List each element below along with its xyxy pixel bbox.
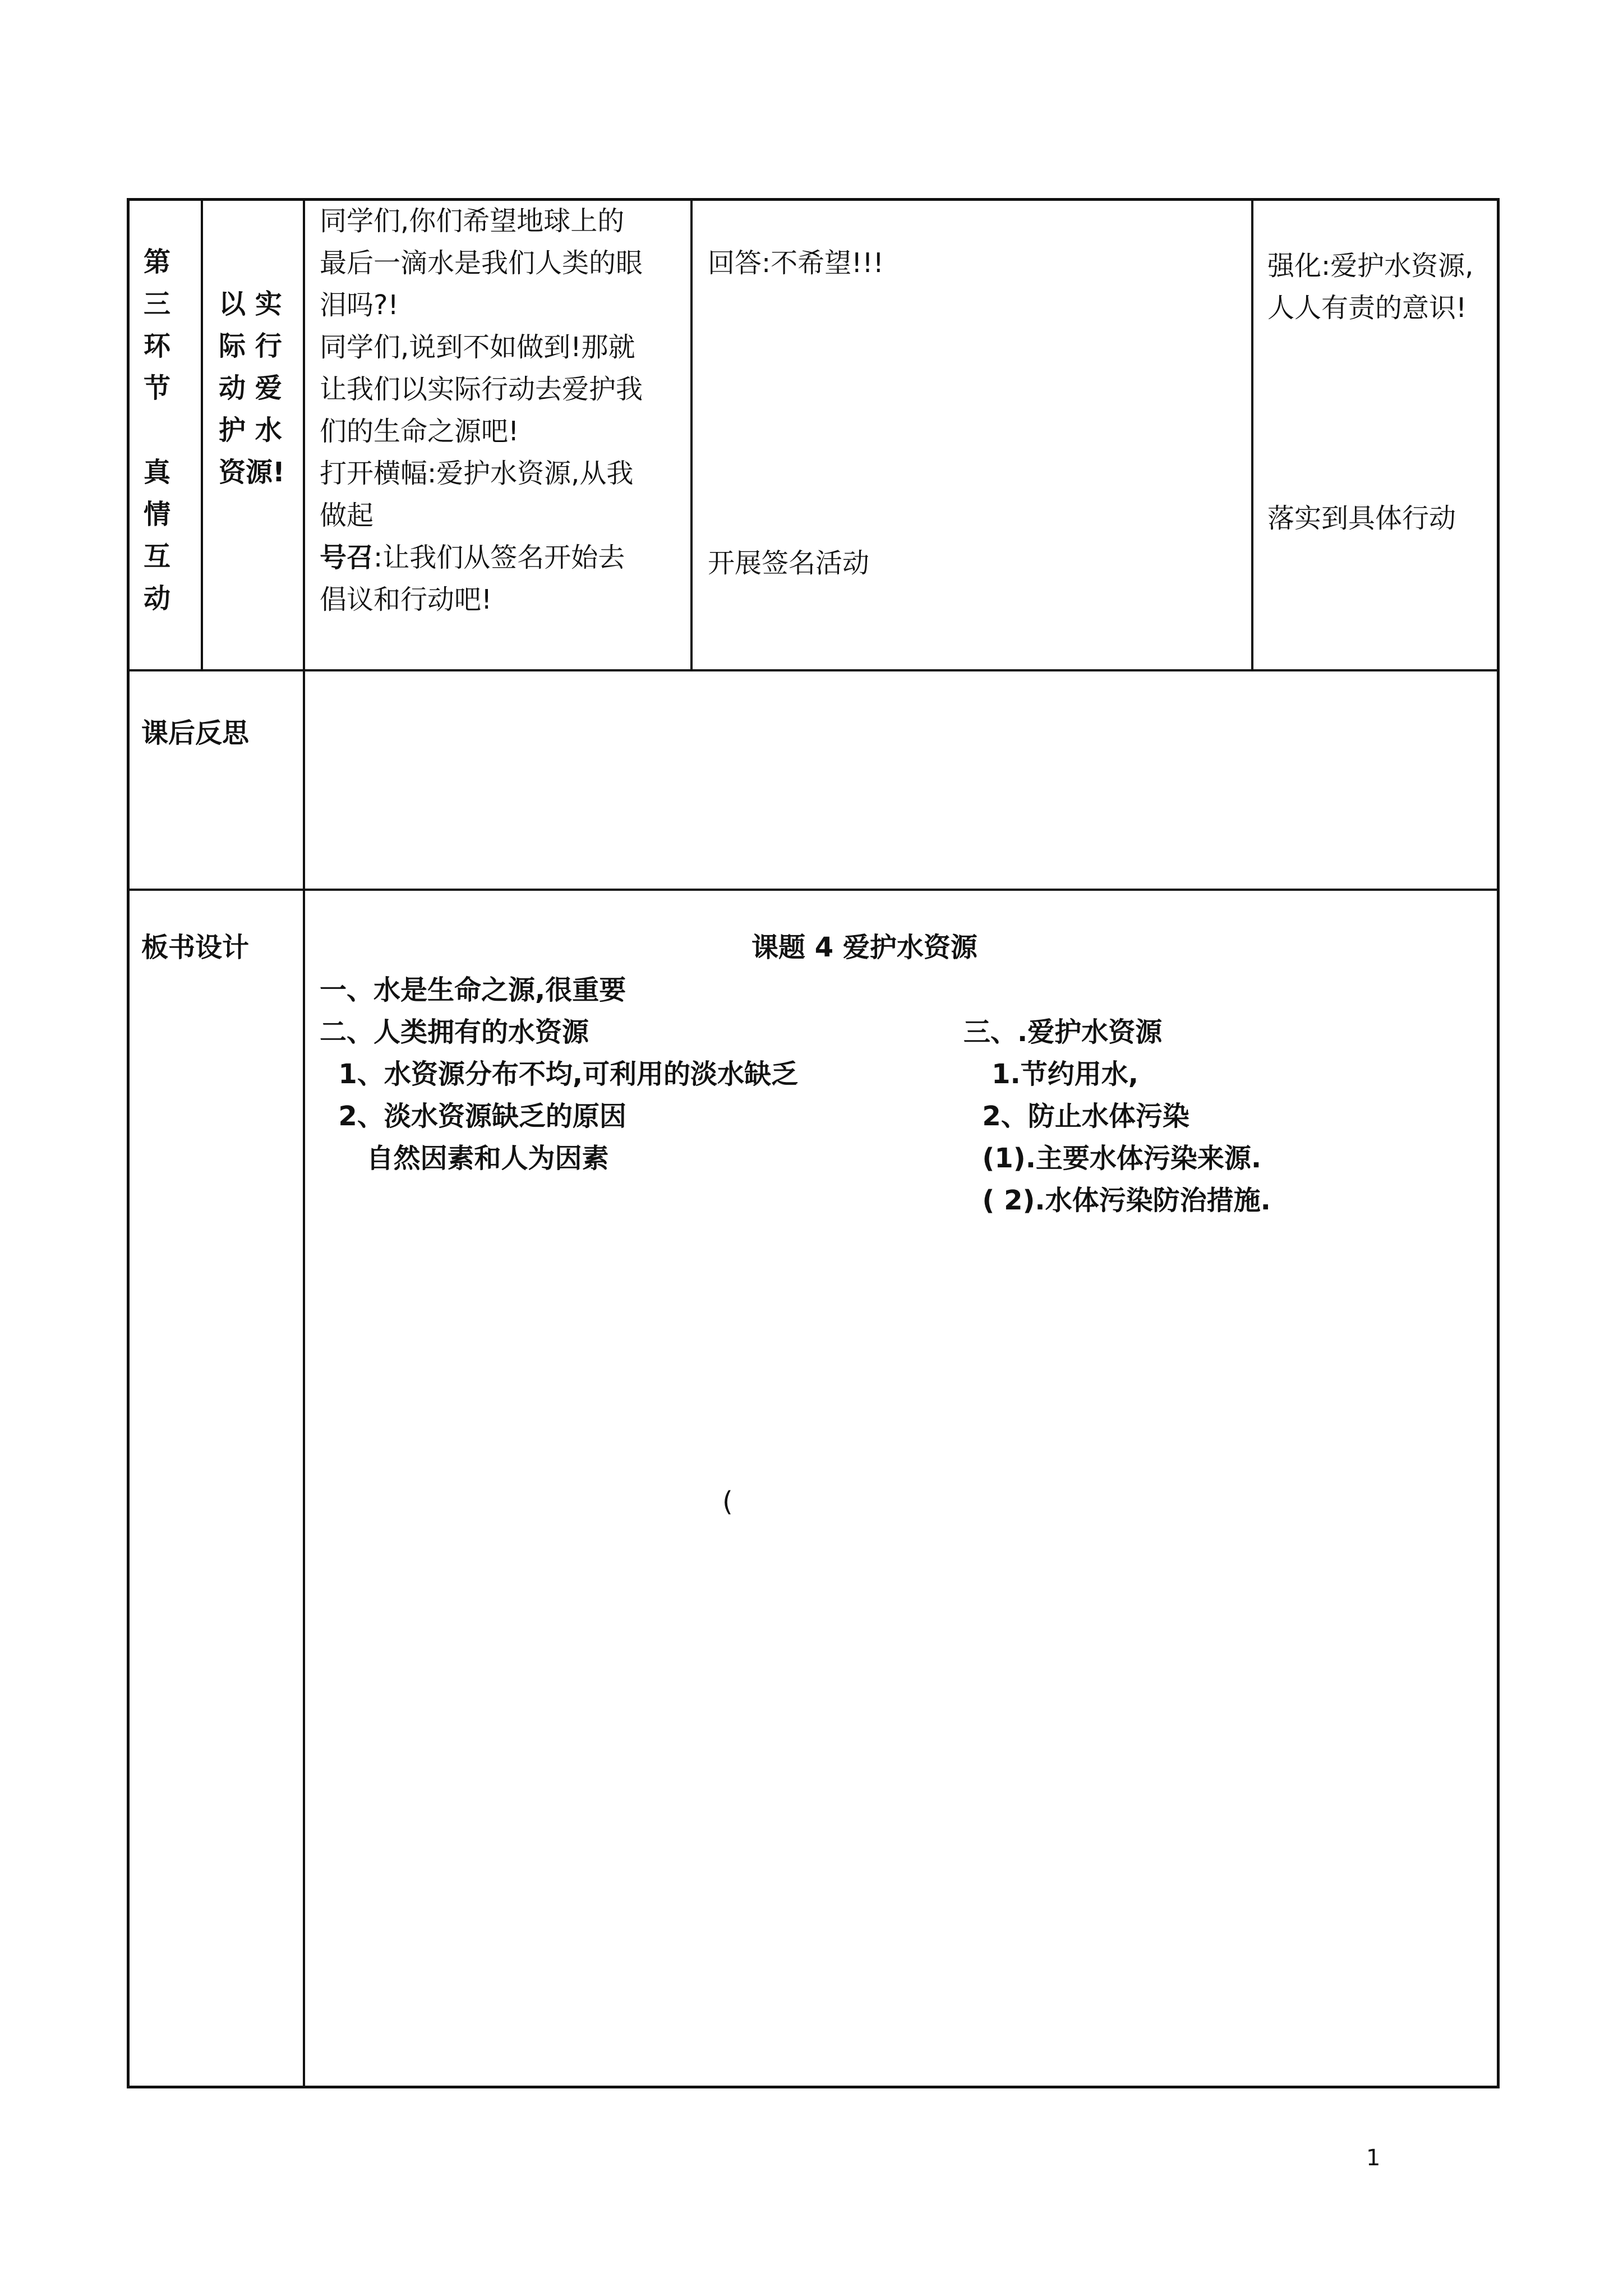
stage-label <box>140 241 174 620</box>
teacher-line: 们的生命之源吧! <box>320 416 519 447</box>
intent-action: 落实到具体行动 <box>1267 503 1456 534</box>
student-answer: 回答:不希望!!! <box>708 247 884 279</box>
row-divider <box>127 889 1500 891</box>
theme-line: 资源! <box>219 457 285 488</box>
stage-char: 三 <box>143 288 170 320</box>
teacher-line: 让我们以实际行动去爱护我 <box>320 374 643 405</box>
stage-char: 第 <box>143 246 170 278</box>
intent-line: 人人有责的意识! <box>1267 292 1467 324</box>
column-divider <box>1251 198 1253 669</box>
intent-line: 强化:爱护水资源, <box>1267 250 1474 282</box>
board-title: 课题 4 爱护水资源 <box>751 932 978 963</box>
stray-mark: ( <box>722 1486 733 1517</box>
page-number: 1 <box>1366 2145 1381 2171</box>
teacher-line: 做起 <box>320 500 374 531</box>
outline-item: ( 2).水体污染防治措施. <box>963 1185 1271 1216</box>
stage-char: 环 <box>143 330 170 362</box>
theme-line: 以 实 <box>219 288 282 320</box>
stage-char: 动 <box>143 583 170 614</box>
outline-item: 三、.爱护水资源 <box>963 1016 1163 1048</box>
outline-item: 二、人类拥有的水资源 <box>320 1016 589 1048</box>
theme-line: 动 爱 <box>219 372 282 404</box>
outline-item: 2、防止水体污染 <box>963 1101 1189 1132</box>
column-divider <box>201 198 203 669</box>
stage-char <box>140 409 174 452</box>
column-divider <box>303 198 305 2088</box>
call-to-action <box>320 537 625 579</box>
teacher-line: 倡议和行动吧! <box>320 584 492 615</box>
outline-item: 2、淡水资源缺乏的原因 <box>320 1101 626 1132</box>
stage-char: 节 <box>143 372 170 404</box>
call-text: :让我们从签名开始去 <box>374 542 625 573</box>
student-activity-text: 开展签名活动 <box>708 547 870 579</box>
outline-item: 1.节约用水, <box>963 1059 1139 1090</box>
teacher-line: 泪吗?! <box>320 289 399 321</box>
teacher-line: 同学们,你们希望地球上的 <box>320 205 625 237</box>
theme-line: 际 行 <box>219 330 282 362</box>
stage-char: 互 <box>143 541 170 572</box>
outline-item: 自然因素和人为因素 <box>320 1143 609 1174</box>
call-label: 号召 <box>320 542 374 573</box>
teacher-line: 同学们,说到不如做到!那就 <box>320 332 635 363</box>
teacher-line: 打开横幅:爱护水资源,从我 <box>320 458 634 489</box>
outline-item: 1、水资源分布不均,可利用的淡水缺乏 <box>320 1059 799 1090</box>
row-divider <box>127 669 1500 671</box>
stage-char: 情 <box>143 499 170 530</box>
outline-item: (1).主要水体污染来源. <box>963 1143 1262 1174</box>
outline-item: 一、水是生命之源,很重要 <box>320 974 626 1006</box>
theme-line: 护 水 <box>219 415 282 446</box>
reflection-label: 课后反思 <box>141 717 250 749</box>
column-divider <box>690 198 693 669</box>
board-design-label: 板书设计 <box>141 932 250 963</box>
stage-char: 真 <box>143 457 170 488</box>
teacher-line: 最后一滴水是我们人类的眼 <box>320 247 643 279</box>
